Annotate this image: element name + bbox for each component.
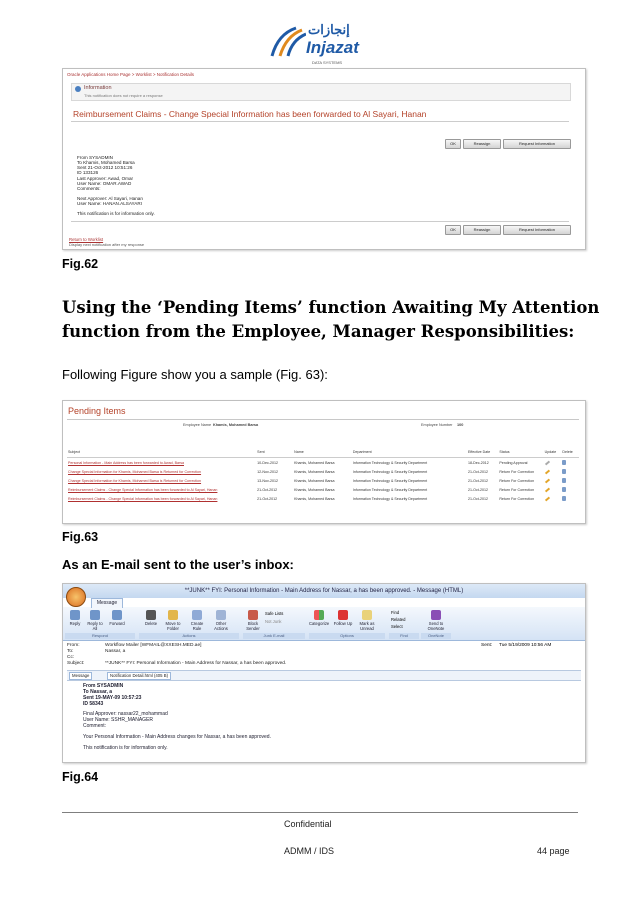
office-button-icon[interactable] <box>66 587 86 607</box>
footer-doc-id: ADMM / IDS <box>284 846 335 856</box>
categorize-button[interactable]: Categorize <box>309 610 329 626</box>
sent-cell: 21-Oct-2012 <box>257 496 278 501</box>
update-pencil-icon[interactable] <box>545 469 550 474</box>
effective-date-cell: 21-Oct-2012 <box>467 487 488 492</box>
fig63-screenshot <box>62 400 586 524</box>
subject-link[interactable]: Change Special Information for Khamis, Mohamed Barsa is Returned for Correction <box>68 469 202 474</box>
reassign-button-bottom[interactable]: Reassign <box>463 225 501 235</box>
group-label: Find <box>389 633 419 639</box>
department-cell: Information Technology & Security Department <box>352 496 428 501</box>
reply-all-button[interactable]: Reply to All <box>85 610 105 631</box>
information-subtitle: This notification does not require a response <box>84 93 163 98</box>
detail-line: Last Approver: Awad, Omar <box>77 176 134 181</box>
to-value[interactable]: Nassar, a <box>105 649 126 654</box>
other-actions-button[interactable]: Other Actions <box>211 610 231 631</box>
name-cell: Khamis, Mohamed Barsa <box>294 478 335 483</box>
department-cell: Information Technology & Security Department <box>352 460 428 465</box>
column-header[interactable]: Department <box>352 447 467 458</box>
detail-line: Comments: <box>77 186 101 191</box>
not-junk-button[interactable]: Not Junk <box>265 619 282 624</box>
email-heading: As an E-mail sent to the user’s inbox: <box>62 557 294 572</box>
window-title: **JUNK** FYI: Personal Information - Main Address for Nassar, a has been approved. - Message (HTML) <box>63 584 585 598</box>
intro-paragraph: Following Figure show you a sample (Fig. 63): <box>62 367 328 382</box>
select-button[interactable]: Select <box>391 624 403 629</box>
information-title: Information <box>84 85 112 91</box>
related-button[interactable]: Related <box>391 617 406 622</box>
envelope-icon <box>362 610 372 620</box>
delete-button[interactable]: Delete <box>141 610 161 626</box>
subject-link[interactable]: Reimbursement Claims - Change Special Information has been forwarded to Al Sayari, Hanan <box>68 487 218 492</box>
detail-line: User Name: HANAN.ALSAYARI <box>77 201 142 206</box>
body-line: From SYSADMIN <box>83 683 124 689</box>
effective-date-cell: 21-Oct-2012 <box>467 496 488 501</box>
column-header[interactable]: Subject <box>67 447 256 458</box>
sent-cell: 12-Nov-2012 <box>257 469 278 474</box>
pending-items-table <box>67 447 579 503</box>
sent-label: Sent: <box>481 643 493 648</box>
forward-button[interactable]: Forward <box>107 610 127 626</box>
employee-name-value: Khamis, Mohamed Barsa <box>213 423 259 427</box>
subject-link[interactable]: Personal Information - Main Address has been forwarded to Awad, Barsa <box>68 460 184 465</box>
delete-trash-icon[interactable] <box>562 478 566 483</box>
body-line: User Name: SSHR_MANAGER <box>83 717 154 723</box>
delete-trash-icon[interactable] <box>562 460 566 465</box>
logo-arabic-text: إنجازات <box>308 22 350 37</box>
column-header[interactable]: Effective Date <box>467 447 498 458</box>
update-pencil-icon[interactable] <box>545 478 550 483</box>
department-cell: Information Technology & Security Department <box>352 469 428 474</box>
fig64-caption: Fig.64 <box>62 770 99 784</box>
logo-tagline: DATA SYSTEMS <box>312 60 343 65</box>
divider <box>71 221 569 222</box>
reply-all-icon <box>90 610 100 620</box>
logo-english-text: Injazat <box>306 38 359 57</box>
display-next-checkbox-label[interactable]: Display next notification after my response <box>69 242 145 247</box>
block-icon <box>248 610 258 620</box>
name-cell: Khamis, Mohamed Barsa <box>294 487 335 492</box>
logo-swoosh-icon <box>268 24 306 58</box>
fig64-outlook-window <box>62 583 586 763</box>
onenote-icon <box>431 610 441 620</box>
send-to-onenote-button[interactable]: Send to OneNote <box>423 610 449 631</box>
department-cell: Information Technology & Security Department <box>352 487 428 492</box>
attachment-bar <box>67 670 581 681</box>
footer-divider <box>62 812 578 813</box>
footer-page-number: 44 page <box>537 846 570 856</box>
move-to-folder-button[interactable]: Move to Folder <box>163 610 183 631</box>
attachment-notification-detail[interactable]: Notification Detail.html (405 B) <box>107 672 171 680</box>
divider <box>71 121 569 122</box>
department-cell: Information Technology & Security Department <box>352 478 428 483</box>
detail-line: Sent 21-Oct-2012 10:51:26 <box>77 165 133 170</box>
update-pencil-icon <box>545 460 550 465</box>
table-row <box>67 458 579 468</box>
group-label: Actions <box>139 633 239 639</box>
sent-cell: 13-Nov-2012 <box>257 478 278 483</box>
status-cell: Return For Correction <box>499 487 535 492</box>
detail-line: From SYSADMIN <box>77 155 113 160</box>
column-header[interactable]: Name <box>293 447 352 458</box>
follow-up-button[interactable]: Follow Up <box>333 610 353 626</box>
fig62-screenshot <box>62 68 586 250</box>
forward-icon <box>112 610 122 620</box>
body-line: This notification is for information only. <box>83 745 168 751</box>
employee-name-label: Employee Name <box>183 423 212 427</box>
fig62-caption: Fig.62 <box>62 257 99 271</box>
subject-link[interactable]: Change Special Information for Khamis, Mohamed Barsa is Returned for Correction <box>68 478 202 483</box>
name-cell: Khamis, Mohamed Barsa <box>294 460 335 465</box>
rule-icon <box>192 610 202 620</box>
detail-line: ID 133126 <box>77 170 99 175</box>
other-actions-icon <box>216 610 226 620</box>
table-row <box>67 485 579 494</box>
create-rule-button[interactable]: Create Rule <box>187 610 207 631</box>
table-header-row <box>67 447 579 458</box>
sent-cell: 10-Dec-2012 <box>257 460 278 465</box>
section-heading: Using the ‘Pending Items’ function Awaiting My Attention function from the Employee, Manager Responsibilities: <box>62 298 600 341</box>
breadcrumb[interactable]: Oracle Applications Home Page > Worklist > Notification Details <box>67 72 194 77</box>
sent-value: Tue 5/19/2009 10:56 AM <box>499 643 552 648</box>
detail-line: User Name: OMAR.AWAD <box>77 181 132 186</box>
pending-items-title: Pending Items <box>68 406 126 416</box>
delete-trash-icon[interactable] <box>562 496 566 501</box>
info-icon <box>75 86 81 92</box>
ok-button-bottom[interactable]: OK <box>445 225 461 235</box>
delete-trash-icon[interactable] <box>562 487 566 492</box>
employee-number-value: 100 <box>457 423 464 427</box>
column-header: Delete <box>561 447 579 458</box>
injazat-logo <box>268 20 368 66</box>
ok-button[interactable]: OK <box>445 139 461 149</box>
column-header[interactable]: Status <box>498 447 543 458</box>
subject-label: Subject: <box>67 661 85 666</box>
name-cell: Khamis, Mohamed Barsa <box>294 496 335 501</box>
request-information-button[interactable]: Request Information <box>503 139 571 149</box>
reply-button[interactable]: Reply <box>65 610 85 626</box>
reassign-button[interactable]: Reassign <box>463 139 501 149</box>
sent-cell: 21-Oct-2012 <box>257 487 278 492</box>
mark-unread-button[interactable]: Mark as Unread <box>357 610 377 631</box>
attachment-message[interactable]: Message <box>69 672 92 680</box>
information-box <box>71 83 571 101</box>
categorize-icon <box>314 610 324 620</box>
effective-date-cell: 21-Oct-2012 <box>467 469 488 474</box>
tab-message[interactable]: Message <box>91 598 123 608</box>
status-cell: Return For Correction <box>499 478 535 483</box>
effective-date-cell: 18-Dec-2012 <box>467 460 489 465</box>
detail-line: Next Approver: Al Sayari, Hanan <box>77 196 143 201</box>
notification-title: Reimbursement Claims - Change Special Information has been forwarded to Al Sayari, Hanan <box>73 109 427 119</box>
detail-line: This notification is for information only. <box>77 211 155 216</box>
subject-link[interactable]: Reimbursement Claims - Change Special Information has been forwarded to Al Sayari, Hanan <box>68 496 218 501</box>
table-row <box>67 467 579 476</box>
folder-icon <box>168 610 178 620</box>
group-label: Junk E-mail <box>243 633 305 639</box>
divider <box>67 419 579 420</box>
delete-trash-icon[interactable] <box>562 469 566 474</box>
status-cell: Return For Correction <box>499 469 535 474</box>
name-cell: Khamis, Mohamed Barsa <box>294 469 335 474</box>
cc-label: Cc: <box>67 655 75 660</box>
table-row <box>67 494 579 503</box>
body-line: Your Personal Information - Main Address changes for Nassar, a has been approved. <box>83 734 271 740</box>
find-button[interactable]: Find <box>391 610 400 615</box>
column-header: Update <box>544 447 562 458</box>
update-pencil-icon[interactable] <box>545 496 550 501</box>
flag-icon <box>338 610 348 620</box>
ribbon <box>63 607 585 641</box>
subject-value: **JUNK** FYI: Personal Information - Main Address for Nassar, a has been approved. <box>105 661 287 666</box>
body-line: To Nassar, a <box>83 689 113 695</box>
group-label: OneNote <box>421 633 451 639</box>
safe-lists-button[interactable]: Safe Lists <box>265 611 284 616</box>
from-value[interactable]: Workflow Mailer [WFMAIL@XXESH.MED.ae] <box>105 643 202 648</box>
block-sender-button[interactable]: Block Sender <box>243 610 263 631</box>
from-label: From: <box>67 643 80 648</box>
delete-x-icon <box>146 610 156 620</box>
body-line: ID 58343 <box>83 701 104 707</box>
footer-confidential: Confidential <box>284 819 332 829</box>
fig63-caption: Fig.63 <box>62 530 99 544</box>
body-line: Final Approver: nassar22_mohammad <box>83 711 168 717</box>
body-line: Comment: <box>83 723 107 729</box>
to-label: To: <box>67 649 74 654</box>
reply-icon <box>70 610 80 620</box>
update-pencil-icon[interactable] <box>545 487 550 492</box>
detail-line: To Khamis, Mohamed Barsa <box>77 160 135 165</box>
column-header[interactable]: Sent <box>256 447 293 458</box>
body-line: Sent 19-MAY-09 10:57:23 <box>83 695 142 701</box>
request-information-button-bottom[interactable]: Request Information <box>503 225 571 235</box>
table-row <box>67 476 579 485</box>
effective-date-cell: 21-Oct-2012 <box>467 478 488 483</box>
status-cell: Pending Approval <box>499 460 528 465</box>
status-cell: Return For Correction <box>499 496 535 501</box>
group-label: Respond <box>65 633 135 639</box>
return-to-worklist-link[interactable]: Return to Worklist <box>69 237 104 242</box>
employee-number-label: Employee Number <box>421 423 453 427</box>
group-label: Options <box>309 633 385 639</box>
